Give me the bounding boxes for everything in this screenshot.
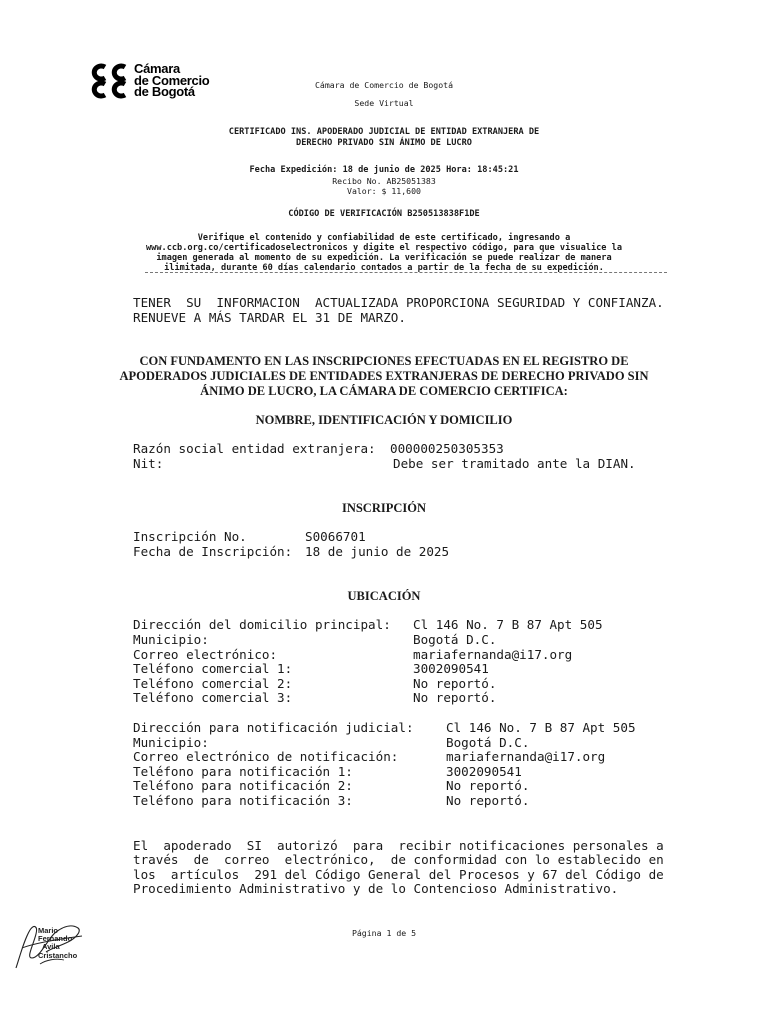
signature-line-2: Fernando [38,934,73,944]
certifica-line-3: ÁNIMO DE LUCRO, LA CÁMARA DE COMERCIO CERTIFICA: [200,384,568,398]
inscripcion-number-label: Inscripción No. [133,529,247,544]
section-title-inscripcion: INSCRIPCIÓN [341,501,427,515]
notificacion-value: Cl 146 No. 7 B 87 Apt 505 [446,720,636,735]
notificacion-label: Dirección para notificación judicial: [133,720,414,735]
section-title-ubicacion: UBICACIÓN [347,589,421,603]
notificacion-label: Municipio: [133,735,209,750]
sede-virtual: Sede Virtual [354,98,414,108]
signature-line-3: Avila [42,942,60,952]
razon-social-value: 000000250305353 [390,441,504,456]
principal-value: No reportó. [413,690,497,705]
razon-social-label: Razón social entidad extranjera: [133,441,376,456]
page-number: Página 1 de 5 [351,928,417,938]
verify-line-2: www.ccb.org.co/certificadoselectronicos y digite el respectivo código, para que visualice la [146,243,622,253]
signature [12,918,92,974]
principal-value: Cl 146 No. 7 B 87 Apt 505 [413,617,603,632]
certifica-line-1: CON FUNDAMENTO EN LAS INSCRIPCIONES EFECTUADAS EN EL REGISTRO DE [139,354,629,368]
notice-line-1: TENER SU INFORMACION ACTUALIZADA PROPORCIONA SEGURIDAD Y CONFIANZA. [133,295,664,310]
fecha-inscripcion-value: 18 de junio de 2025 [305,544,450,559]
verify-line-3: imagen generada al momento de su expedición. La verificación se puede realizar de manera [156,253,612,263]
recibo-number: Recibo No. AB25051383 [332,176,436,186]
logo-line-3: de Bogotá [134,84,195,99]
notificacion-value: mariafernanda@i17.org [446,749,606,764]
nit-value: Debe ser tramitado ante la DIAN. [393,456,636,471]
dashed-divider [145,272,667,273]
logo-line-1: Cámara [134,61,180,76]
logo-line-2: de Comercio [134,72,210,88]
principal-label: Teléfono comercial 2: [133,676,293,691]
closing-line-1: El apoderado SI autorizó para recibir notificaciones personales a [133,838,664,853]
section-title-nombre: NOMBRE, IDENTIFICACIÓN Y DOMICILIO [255,413,513,427]
verify-line-4: ilimitada, durante 60 días calendario contados a partir de la fecha de su expedición. [164,263,604,273]
verify-line-1: Verifique el contenido y confiabilidad de este certificado, ingresando a [197,233,571,243]
principal-label: Dirección del domicilio principal: [133,617,391,632]
principal-value: No reportó. [413,676,497,691]
notificacion-label: Teléfono para notificación 1: [133,764,353,779]
notificacion-value: Bogotá D.C. [446,735,530,750]
org-name: Cámara de Comercio de Bogotá [314,80,454,90]
signature-line-1: Mario [38,926,59,935]
valor: Valor: $ 11,600 [347,186,421,196]
closing-line-3: los artículos 291 del Código General del Procesos y 67 del Código de [133,867,664,882]
inscripcion-number-value: S0066701 [305,529,366,544]
notificacion-label: Correo electrónico de notificación: [133,749,399,764]
notificacion-value: 3002090541 [446,764,522,779]
certificate-title-line-1: CERTIFICADO INS. APODERADO JUDICIAL DE ENTIDAD EXTRANJERA DE [228,127,540,137]
nit-label: Nit: [133,456,164,471]
certificate-title-line-2: DERECHO PRIVADO SIN ÁNIMO DE LUCRO [296,138,472,148]
codigo-verificacion: CÓDIGO DE VERIFICACIÓN B250513838F1DE [288,209,480,219]
principal-value: Bogotá D.C. [413,632,497,647]
fecha-inscripcion-label: Fecha de Inscripción: [133,544,293,559]
principal-value: 3002090541 [413,661,489,676]
closing-line-2: través de correo electrónico, de conformidad con lo establecido en [133,852,664,867]
fecha-expedicion: Fecha Expedición: 18 de junio de 2025 Hora: 18:45:21 [249,165,519,175]
notificacion-label: Teléfono para notificación 3: [133,793,353,808]
signature-line-4: Cristancho [38,950,78,960]
notificacion-value: No reportó. [446,778,530,793]
principal-label: Municipio: [133,632,209,647]
notificacion-label: Teléfono para notificación 2: [133,778,353,793]
closing-line-4: Procedimiento Administrativo y de lo Contencioso Administrativo. [133,881,619,896]
notice-line-2: RENUEVE A MÁS TARDAR EL 31 DE MARZO. [133,310,406,325]
principal-value: mariafernanda@i17.org [413,647,573,662]
principal-label: Correo electrónico: [133,647,278,662]
notificacion-value: No reportó. [446,793,530,808]
principal-label: Teléfono comercial 1: [133,661,293,676]
certifica-line-2: APODERADOS JUDICIALES DE ENTIDADES EXTRANJERAS DE DERECHO PRIVADO SIN [119,369,649,383]
principal-label: Teléfono comercial 3: [133,690,293,705]
